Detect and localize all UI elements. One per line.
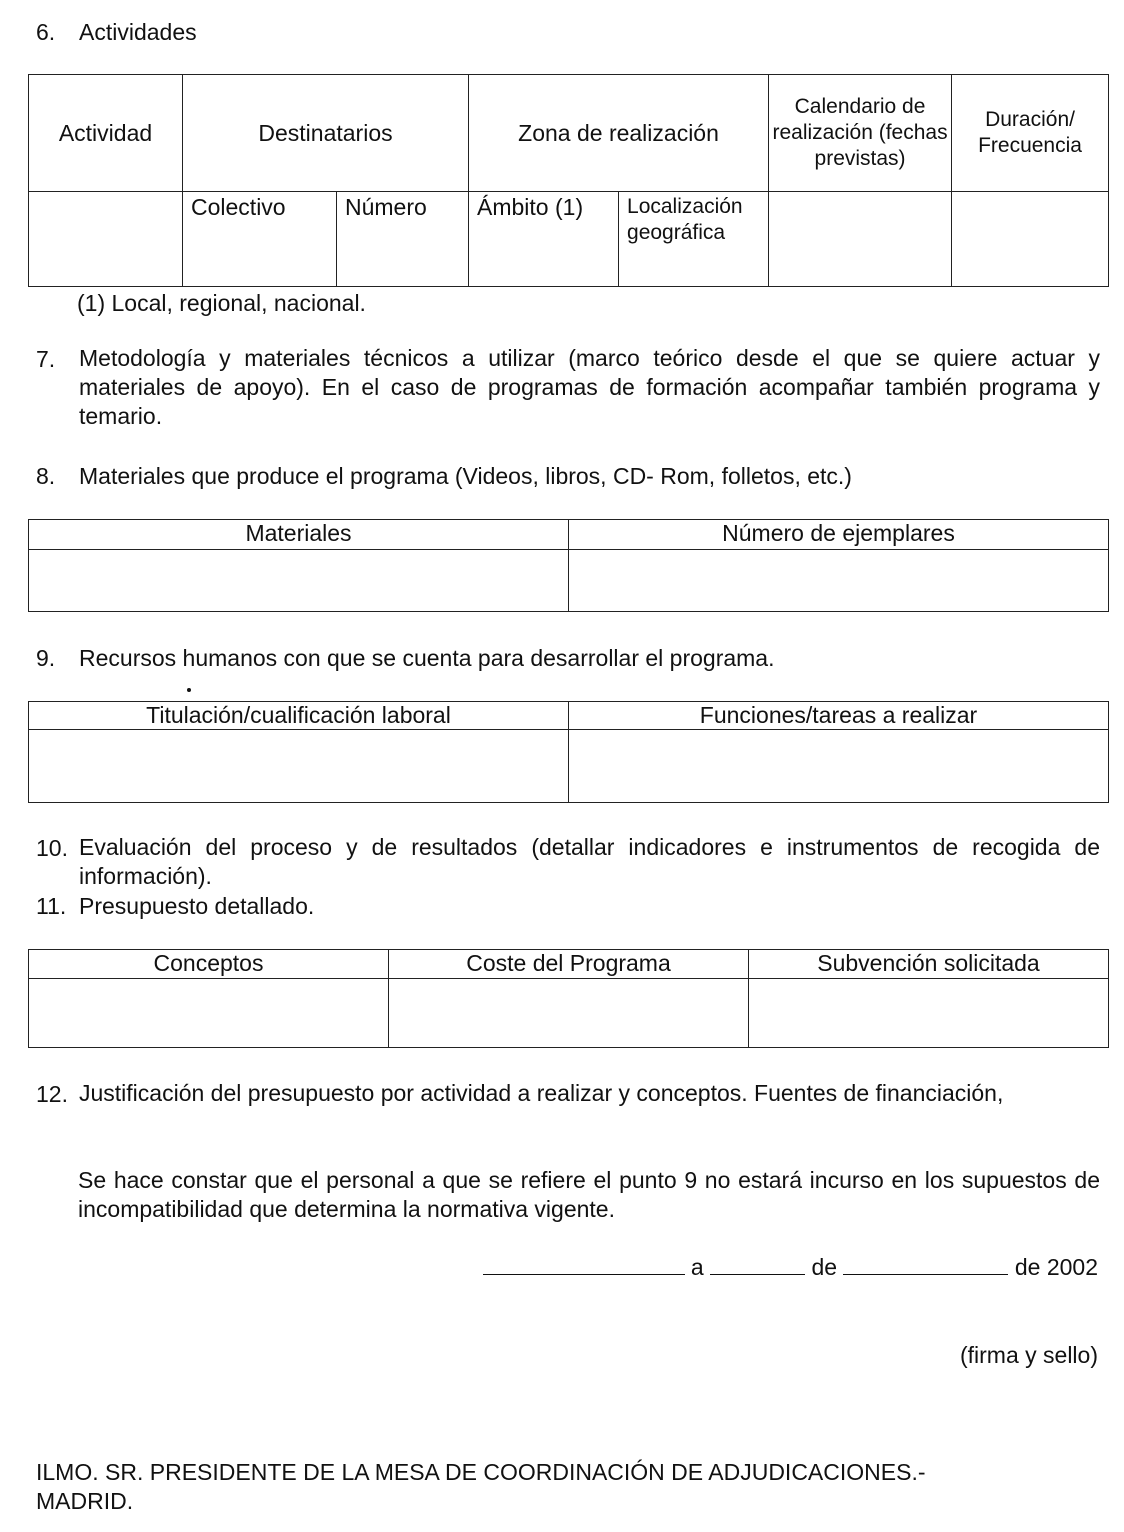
header-funciones: Funciones/tareas a realizar: [569, 702, 1109, 730]
header-zona: Zona de realización: [469, 75, 769, 192]
cell-titulacion: [29, 730, 569, 803]
section-10: [36, 833, 1100, 891]
declaration: Se hace constar que el personal a que se refiere el punto 9 no estará incurso en los supuestos de incompatibilidad que determina la normativa vigente.: [78, 1167, 1100, 1222]
footnote: (1) Local, regional, nacional.: [77, 290, 366, 316]
section-text: Materiales que produce el programa (Videos, libros, CD- Rom, folletos, etc.): [79, 463, 852, 489]
subheader-colectivo: Colectivo: [183, 192, 337, 287]
activities-table: [28, 74, 1109, 287]
section-11-heading: [36, 891, 314, 921]
header-duracion: Duración/ Frecuencia: [952, 75, 1109, 192]
date-year: de 2002: [1014, 1254, 1098, 1280]
addressee-line-1: ILMO. SR. PRESIDENTE DE LA MESA DE COORDINACIÓN DE ADJUDICACIONES.-: [36, 1459, 926, 1485]
header-titulacion: Titulación/cualificación laboral: [29, 702, 569, 730]
header-coste: Coste del Programa: [389, 950, 749, 979]
subheader-numero: Número: [337, 192, 469, 287]
section-text: Presupuesto detallado.: [79, 893, 315, 919]
header-destinatarios: Destinatarios: [183, 75, 469, 192]
cell-conceptos: [29, 979, 389, 1048]
addressee: [36, 1458, 926, 1516]
budget-table: [28, 949, 1109, 1048]
subheader-ambito: Ámbito (1): [469, 192, 619, 287]
day-blank: [710, 1252, 805, 1275]
section-number: 9.: [36, 645, 56, 671]
cell-ejemplares: [569, 550, 1109, 612]
header-actividad: Actividad: [29, 75, 183, 192]
cell-actividad: [29, 192, 183, 287]
section-number: 8.: [36, 463, 56, 489]
stray-dot: [187, 688, 191, 692]
section-6-heading: [36, 17, 197, 47]
section-number: 6.: [36, 19, 56, 45]
header-ejemplares: Número de ejemplares: [569, 520, 1109, 550]
cell-coste: [389, 979, 749, 1048]
section-title: Actividades: [79, 19, 197, 45]
section-text: Metodología y materiales técnicos a utilizar (marco teórico desde el que se quiere actuar y materiales de apoyo). En el caso de programas de formación acompañar también programa y temario.: [79, 345, 1100, 429]
date-a: a: [690, 1254, 704, 1280]
section-number: 7.: [36, 346, 56, 372]
section-number: 10.: [36, 835, 68, 861]
section-text: Recursos humanos con que se cuenta para desarrollar el programa.: [79, 645, 775, 671]
section-number: 12.: [36, 1081, 68, 1107]
date-de: de: [811, 1254, 838, 1280]
header-subvencion: Subvención solicitada: [749, 950, 1109, 979]
section-9-heading: [36, 643, 775, 673]
date-line: [483, 1252, 1098, 1282]
section-7: [36, 344, 1100, 431]
section-number: 11.: [36, 893, 67, 919]
place-blank: [483, 1252, 685, 1275]
header-calendario: Calendario de realización (fechas previstas): [769, 75, 952, 192]
section-text: Evaluación del proceso y de resultados (detallar indicadores e instrumentos de recogida de información).: [79, 834, 1100, 889]
section-text: Justificación del presupuesto por actividad a realizar y conceptos. Fuentes de financiación,: [79, 1080, 1004, 1106]
cell-duracion: [952, 192, 1109, 287]
cell-subvencion: [749, 979, 1109, 1048]
subheader-localizacion: Localización geográfica: [619, 192, 769, 287]
cell-calendario: [769, 192, 952, 287]
header-materiales: Materiales: [29, 520, 569, 550]
cell-materiales: [29, 550, 569, 612]
section-12: [36, 1079, 1100, 1109]
section-8-heading: [36, 461, 852, 491]
cell-funciones: [569, 730, 1109, 803]
human-resources-table: [28, 701, 1109, 803]
addressee-line-2: MADRID.: [36, 1488, 134, 1514]
month-blank: [843, 1252, 1008, 1275]
materials-table: [28, 519, 1109, 612]
signature-note: (firma y sello): [959, 1342, 1098, 1368]
header-conceptos: Conceptos: [29, 950, 389, 979]
